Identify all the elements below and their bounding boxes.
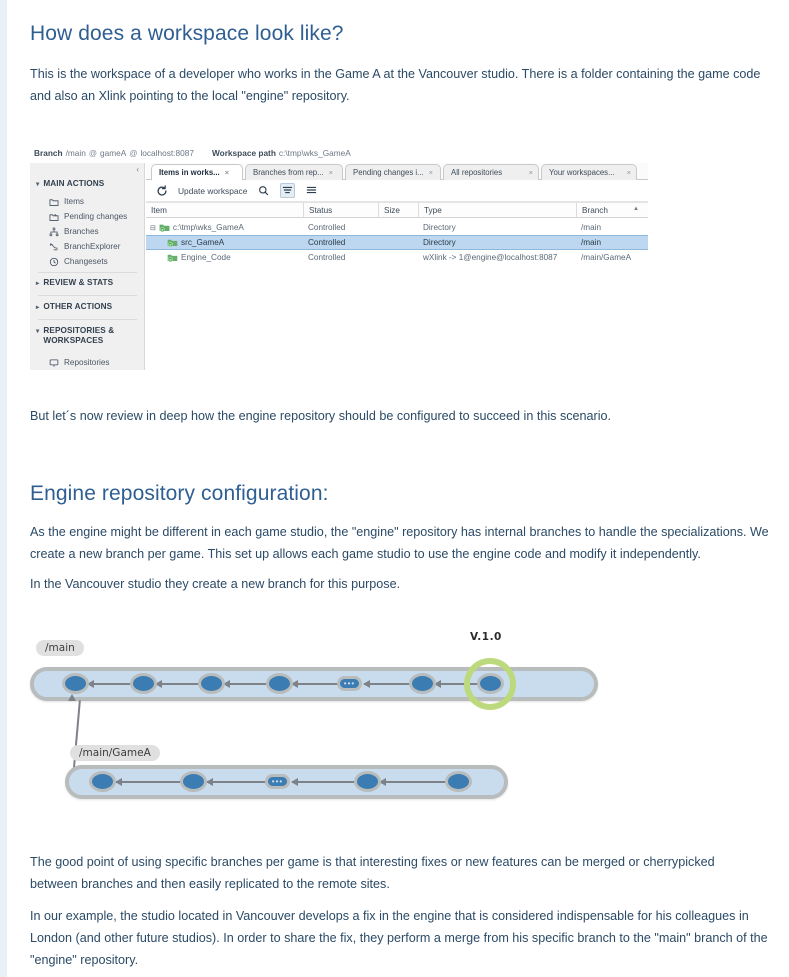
- cell-status: Controlled: [308, 253, 346, 262]
- filter-icon[interactable]: [280, 183, 295, 198]
- cell-branch: /main/GameA: [581, 253, 632, 262]
- expander-icon[interactable]: ⊟: [150, 224, 156, 232]
- engine-config-paragraph-1: As the engine might be different in each game studio, the "engine" repository has internal branches to handle the specializations. We create a new branch per game. This set up allows each game studio to use the engine code and modify it independently.: [30, 525, 769, 561]
- sidebar-group-repositories-workspaces[interactable]: [30, 326, 135, 346]
- folder-controlled-icon: [167, 237, 178, 248]
- version-highlight-ring: [464, 658, 516, 710]
- tab-your-workspaces[interactable]: [541, 164, 637, 180]
- folder-controlled-icon: [167, 252, 178, 263]
- closing-paragraph-1: The good point of using specific branches per game is that interesting fixes or new features can be merged or cherrypicked between branches and then easily replicated to the remote sites.: [30, 855, 715, 891]
- engine-config-paragraph-2: In the Vancouver studio they create a new branch for this purpose.: [30, 577, 401, 591]
- changeset-node[interactable]: [130, 673, 157, 694]
- sidebar-item-label: Repositories: [64, 358, 110, 367]
- sidebar-item-label: Branches: [64, 227, 99, 236]
- sidebar-group-label: REVIEW & STATS: [43, 278, 114, 287]
- column-header-item[interactable]: Item: [146, 203, 304, 218]
- update-workspace-label[interactable]: Update workspace: [178, 185, 248, 196]
- tab-all-repositories[interactable]: [443, 164, 539, 180]
- changeset-node[interactable]: [445, 771, 472, 792]
- tab-label: Items in works...: [159, 168, 220, 177]
- changeset-node[interactable]: [89, 771, 116, 792]
- refresh-icon[interactable]: [154, 183, 169, 198]
- sidebar-item-changesets[interactable]: [30, 254, 145, 269]
- tab-items-in-workspace[interactable]: [151, 164, 243, 180]
- tab-branches-from-rep[interactable]: [245, 164, 343, 180]
- workspace-path-value: c:\tmp\wks_GameA: [278, 148, 351, 158]
- sidebar-item-label: Items: [64, 197, 85, 206]
- app-body: [30, 163, 648, 370]
- branch-label: Branch: [34, 148, 63, 158]
- branch-diagram: [20, 620, 660, 820]
- sidebar-divider: [38, 319, 137, 320]
- at-separator-1: @: [88, 148, 98, 158]
- cell-item: src_GameA: [181, 238, 225, 247]
- arrow-icon: [380, 781, 455, 783]
- sidebar-item-pending-changes[interactable]: [30, 209, 145, 224]
- app-topbar: [30, 143, 648, 163]
- list-view-icon[interactable]: [304, 183, 319, 198]
- sidebar-item-branchexplorer[interactable]: [30, 239, 145, 254]
- close-icon[interactable]: ×: [328, 168, 334, 177]
- repository-value: gameA: [100, 148, 127, 158]
- tab-label: All repositories: [451, 168, 503, 177]
- cell-status: Controlled: [308, 223, 346, 232]
- sidebar-item-items[interactable]: [30, 194, 145, 209]
- cell-type: wXlink -> 1@engine@localhost:8087: [423, 253, 558, 262]
- changeset-node[interactable]: [198, 673, 225, 694]
- triangle-down-icon: ▾: [36, 181, 40, 188]
- sidebar-group-other-actions[interactable]: [30, 302, 145, 313]
- changeset-node-ellipsis[interactable]: •••: [337, 676, 362, 691]
- triangle-down-icon: ▾: [36, 328, 40, 335]
- clock-history-icon: [49, 257, 59, 267]
- cell-status: Controlled: [308, 238, 346, 247]
- tab-strip: [146, 163, 648, 180]
- sidebar-item-repositories[interactable]: [30, 355, 145, 370]
- page-title-workspace: How does a workspace look like?: [30, 22, 344, 45]
- sort-ascending-icon: ▲: [633, 206, 639, 212]
- cell-item: c:\tmp\wks_GameA: [172, 223, 244, 232]
- cell-item: Engine_Code: [181, 253, 231, 262]
- closing-paragraph-2: In our example, the studio located in Vancouver develops a fix in the engine that is considered indispensable for his colleagues in London (and other future studios). In order to share the fix, they perform a merge from his specific branch to the "main" branch of the "engine" repository.: [30, 909, 768, 967]
- close-icon[interactable]: ×: [224, 168, 230, 177]
- server-value: localhost:8087: [140, 148, 194, 158]
- grid-header-row: [146, 202, 648, 218]
- merge-arrow-head: [68, 694, 76, 701]
- sidebar-group-label: MAIN ACTIONS: [43, 179, 105, 188]
- page-title-engine-config: Engine repository configuration:: [30, 482, 329, 505]
- column-header-type[interactable]: Type: [419, 203, 577, 218]
- plastic-scm-screenshot: [30, 143, 648, 370]
- sidebar-item-label: Pending changes: [64, 212, 128, 221]
- triangle-right-icon: ▸: [36, 280, 40, 287]
- sidebar-group-label: OTHER ACTIONS: [43, 302, 113, 311]
- changeset-node[interactable]: [180, 771, 207, 792]
- branch-explorer-icon: [49, 242, 59, 252]
- app-main-pane: [146, 163, 648, 370]
- tab-pending-changes[interactable]: [345, 164, 441, 180]
- chevron-left-icon[interactable]: ‹: [136, 165, 139, 174]
- table-row[interactable]: [146, 235, 648, 250]
- cell-branch: /main: [581, 238, 602, 247]
- sidebar-group-label: REPOSITORIES & WORKSPACES: [43, 326, 115, 345]
- sidebar-item-label: BranchExplorer: [64, 242, 121, 251]
- branch-tree-icon: [49, 227, 59, 237]
- changeset-node-ellipsis[interactable]: •••: [265, 774, 290, 789]
- sidebar-group-review-stats[interactable]: [30, 278, 145, 289]
- workspace-path-label: Workspace path: [211, 148, 276, 158]
- sidebar-divider: [38, 272, 137, 273]
- cell-type: Directory: [423, 238, 456, 247]
- close-icon[interactable]: ×: [626, 168, 631, 177]
- branch-label-gamea: /main/GameA: [70, 745, 160, 761]
- tab-label: Your workspaces...: [549, 168, 615, 177]
- changeset-node[interactable]: [266, 673, 293, 694]
- intro-paragraph: This is the workspace of a developer who works in the Game A at the Vancouver studio. There is a folder containing the game code and also an Xlink pointing to the local "engine" repository.: [30, 67, 761, 103]
- monitor-icon: [49, 358, 59, 368]
- sidebar-group-main-actions[interactable]: [30, 179, 145, 190]
- folder-edit-icon: [49, 212, 59, 222]
- column-header-size[interactable]: Size: [379, 203, 419, 218]
- table-row[interactable]: [146, 250, 648, 265]
- transition-paragraph: But let´s now review in deep how the engine repository should be configured to succeed in this scenario.: [30, 409, 612, 423]
- folder-icon: [49, 197, 59, 207]
- close-icon[interactable]: ×: [428, 168, 434, 177]
- tab-label: Pending changes i...: [353, 168, 424, 177]
- app-sidebar: [30, 163, 145, 370]
- tab-label: Branches from rep...: [253, 168, 324, 177]
- column-header-branch[interactable]: Branch: [582, 206, 608, 215]
- search-icon[interactable]: [256, 183, 271, 198]
- triangle-right-icon: ▸: [36, 304, 40, 311]
- close-icon[interactable]: ×: [528, 168, 533, 177]
- folder-controlled-icon: [159, 222, 170, 233]
- toolbar: [146, 180, 648, 202]
- branch-value: /main: [65, 148, 86, 158]
- sidebar-divider: [38, 295, 137, 296]
- version-tag-label: V.1.0: [470, 631, 502, 643]
- sidebar-item-label: Changesets: [64, 257, 108, 266]
- branch-label-main: /main: [36, 640, 84, 656]
- changeset-node[interactable]: [62, 673, 89, 694]
- cell-type: Directory: [423, 223, 456, 232]
- table-row[interactable]: [146, 220, 648, 235]
- column-header-status[interactable]: Status: [304, 203, 379, 218]
- changeset-node[interactable]: [354, 771, 381, 792]
- cell-branch: /main: [581, 223, 602, 232]
- arrow-icon: [207, 781, 274, 783]
- changeset-node[interactable]: [409, 673, 436, 694]
- at-separator-2: @: [129, 148, 138, 158]
- sidebar-item-branches[interactable]: [30, 224, 145, 239]
